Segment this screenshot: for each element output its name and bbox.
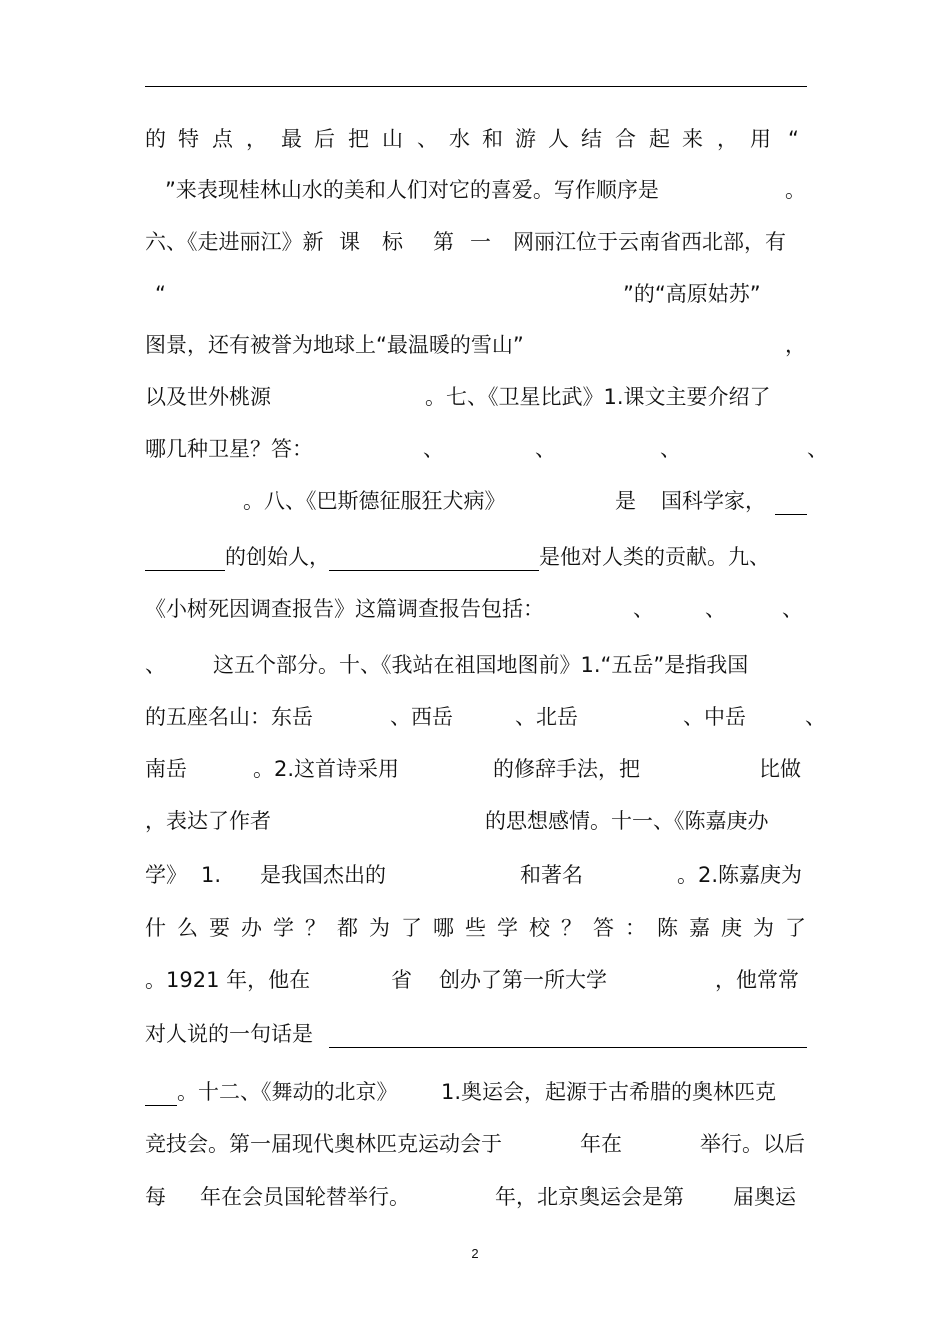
text-line	[145, 173, 807, 207]
text-segment: 以及世外桃源	[145, 385, 271, 409]
text-line	[145, 858, 807, 892]
text-segment: 了	[785, 916, 806, 940]
text-segment: 、	[805, 705, 826, 729]
text-segment: 办	[241, 916, 262, 940]
text-line	[145, 752, 807, 786]
text-segment: 六、《走进丽江》新	[145, 230, 324, 254]
text-segment: 的修辞手法，把	[493, 757, 640, 781]
text-segment: 和	[482, 127, 503, 151]
fill-blank	[775, 484, 807, 515]
text-segment: 省	[391, 968, 412, 992]
text-segment: 、北岳	[515, 705, 578, 729]
text-segment: 《小树死因调查报告》这篇调查报告包括：	[145, 597, 544, 621]
text-line	[145, 1075, 807, 1109]
text-line	[145, 592, 807, 626]
text-segment: 的五座名山：东岳	[145, 705, 313, 729]
text-line	[145, 1017, 807, 1051]
text-segment: 答	[593, 916, 614, 940]
text-segment: 南岳	[145, 757, 187, 781]
text-segment: 、	[423, 437, 444, 461]
text-segment: 学	[273, 916, 294, 940]
text-segment: 届奥运	[733, 1185, 796, 1209]
text-segment: 网丽江位于云南省西北部，有	[513, 230, 786, 254]
text-segment: 什	[145, 916, 166, 940]
text-segment: 游	[515, 127, 536, 151]
text-line	[145, 122, 807, 156]
text-segment: 、	[417, 127, 438, 151]
text-segment: 是	[615, 489, 636, 513]
text-segment: ，	[246, 127, 267, 151]
text-segment: 国科学家，	[661, 489, 766, 513]
text-segment: ？	[561, 916, 582, 940]
fill-blank	[329, 1017, 807, 1048]
text-segment: 竞技会。第一届现代奥林匹克运动会于	[145, 1132, 502, 1156]
text-segment: 为	[753, 916, 774, 940]
text-segment: 。七、《卫星比武》1.课文主要介绍了	[425, 385, 771, 409]
text-line	[145, 540, 807, 574]
text-segment: 来	[682, 127, 703, 151]
text-line	[145, 225, 807, 259]
text-segment: 1.	[201, 863, 222, 887]
text-segment: 比做	[759, 757, 801, 781]
text-segment: 水	[449, 127, 470, 151]
text-segment: 合	[615, 127, 636, 151]
text-segment: 。2.这首诗采用	[253, 757, 400, 781]
fill-blank	[145, 540, 225, 571]
text-line	[145, 804, 807, 838]
text-segment: 创办了第一所大学	[439, 968, 607, 992]
text-line	[145, 484, 807, 518]
text-segment: 举行。以后	[700, 1132, 805, 1156]
text-segment: 年，北京奥运会是第	[495, 1185, 684, 1209]
text-line	[145, 277, 807, 311]
text-segment: 每	[145, 1185, 166, 1209]
text-segment: 年在会员国轮替举行。	[200, 1185, 410, 1209]
text-segment: 校	[529, 916, 550, 940]
text-segment: 标	[382, 230, 403, 254]
text-segment: 哪	[433, 916, 454, 940]
text-segment: ，他常常	[715, 968, 799, 992]
text-segment: 。2.陈嘉庚为	[677, 863, 803, 887]
text-segment: 用	[750, 127, 771, 151]
text-line	[145, 380, 807, 414]
text-segment: 对人说的一句话是	[145, 1022, 313, 1046]
text-segment: 庚	[721, 916, 742, 940]
text-segment: 把	[348, 127, 369, 151]
text-segment: 。	[785, 178, 806, 202]
text-segment: 特	[178, 127, 199, 151]
text-segment: 要	[209, 916, 230, 940]
text-segment: 、	[145, 653, 166, 677]
text-segment: 的	[145, 127, 166, 151]
text-segment: 山	[382, 127, 403, 151]
text-segment: 嘉	[689, 916, 710, 940]
text-segment: 起	[649, 127, 670, 151]
text-segment: 、	[660, 437, 681, 461]
text-segment: ，	[717, 127, 738, 151]
text-segment: 为	[369, 916, 390, 940]
text-segment: 是我国杰出的	[260, 863, 386, 887]
text-segment: 最	[281, 127, 302, 151]
text-segment: 的创始人，	[225, 545, 330, 569]
text-segment: ，	[785, 333, 806, 357]
text-segment: 、	[705, 597, 726, 621]
text-segment: ，表达了作者	[145, 809, 271, 833]
text-segment: 人	[548, 127, 569, 151]
text-segment: “	[155, 282, 166, 306]
text-segment: 哪几种卫星？答：	[145, 437, 313, 461]
text-segment: 这五个部分。十、《我站在祖国地图前》1.“五岳”是指我国	[213, 653, 749, 677]
header-rule	[145, 86, 807, 87]
text-segment: 结	[581, 127, 602, 151]
text-segment: 、	[782, 597, 803, 621]
text-segment: ？	[305, 916, 326, 940]
text-segment: 第	[433, 230, 454, 254]
text-segment: 学》	[145, 863, 187, 887]
text-line	[145, 700, 826, 734]
text-segment: 。1921 年，他在	[145, 968, 311, 992]
text-line	[145, 648, 807, 682]
text-segment: 。十二、《舞动的北京》	[177, 1080, 398, 1104]
text-line	[145, 328, 807, 362]
text-segment: 、	[535, 437, 556, 461]
text-segment: 陈	[657, 916, 678, 940]
text-segment: 。八、《巴斯德征服狂犬病》	[243, 489, 506, 513]
text-segment: 后	[314, 127, 335, 151]
fill-blank	[329, 540, 539, 571]
text-segment: 、中岳	[683, 705, 746, 729]
text-segment: 些	[465, 916, 486, 940]
text-segment: 学	[497, 916, 518, 940]
text-segment: 、西岳	[390, 705, 453, 729]
text-segment: 的思想感情。十一、《陈嘉庚办	[485, 809, 769, 833]
text-segment: 么	[177, 916, 198, 940]
text-segment: 都	[337, 916, 358, 940]
text-segment: 、	[807, 437, 828, 461]
text-segment: 点	[212, 127, 233, 151]
text-segment: 了	[401, 916, 422, 940]
text-line	[145, 432, 828, 466]
text-segment: 1.奥运会，起源于古希腊的奥林匹克	[441, 1080, 777, 1104]
text-segment: 和著名	[520, 863, 583, 887]
text-line	[145, 911, 807, 945]
text-segment: 一	[470, 230, 491, 254]
text-segment: ”的“高原姑苏”	[623, 282, 761, 306]
text-line	[145, 963, 807, 997]
text-segment: ”来表现桂林山水的美和人们对它的喜爱。写作顺序是	[165, 178, 659, 202]
text-segment: “	[788, 127, 799, 151]
text-segment: 、	[633, 597, 654, 621]
text-segment: 图景，还有被誉为地球上“最温暖的雪山”	[145, 333, 524, 357]
text-segment: 课	[339, 230, 360, 254]
text-segment: ：	[625, 916, 646, 940]
text-segment: 年在	[580, 1132, 622, 1156]
text-line	[145, 1180, 807, 1214]
fill-blank	[145, 1075, 177, 1106]
page-number: 2	[471, 1246, 479, 1261]
text-line	[145, 1127, 807, 1161]
text-segment: 是他对人类的贡献。九、	[539, 545, 770, 569]
